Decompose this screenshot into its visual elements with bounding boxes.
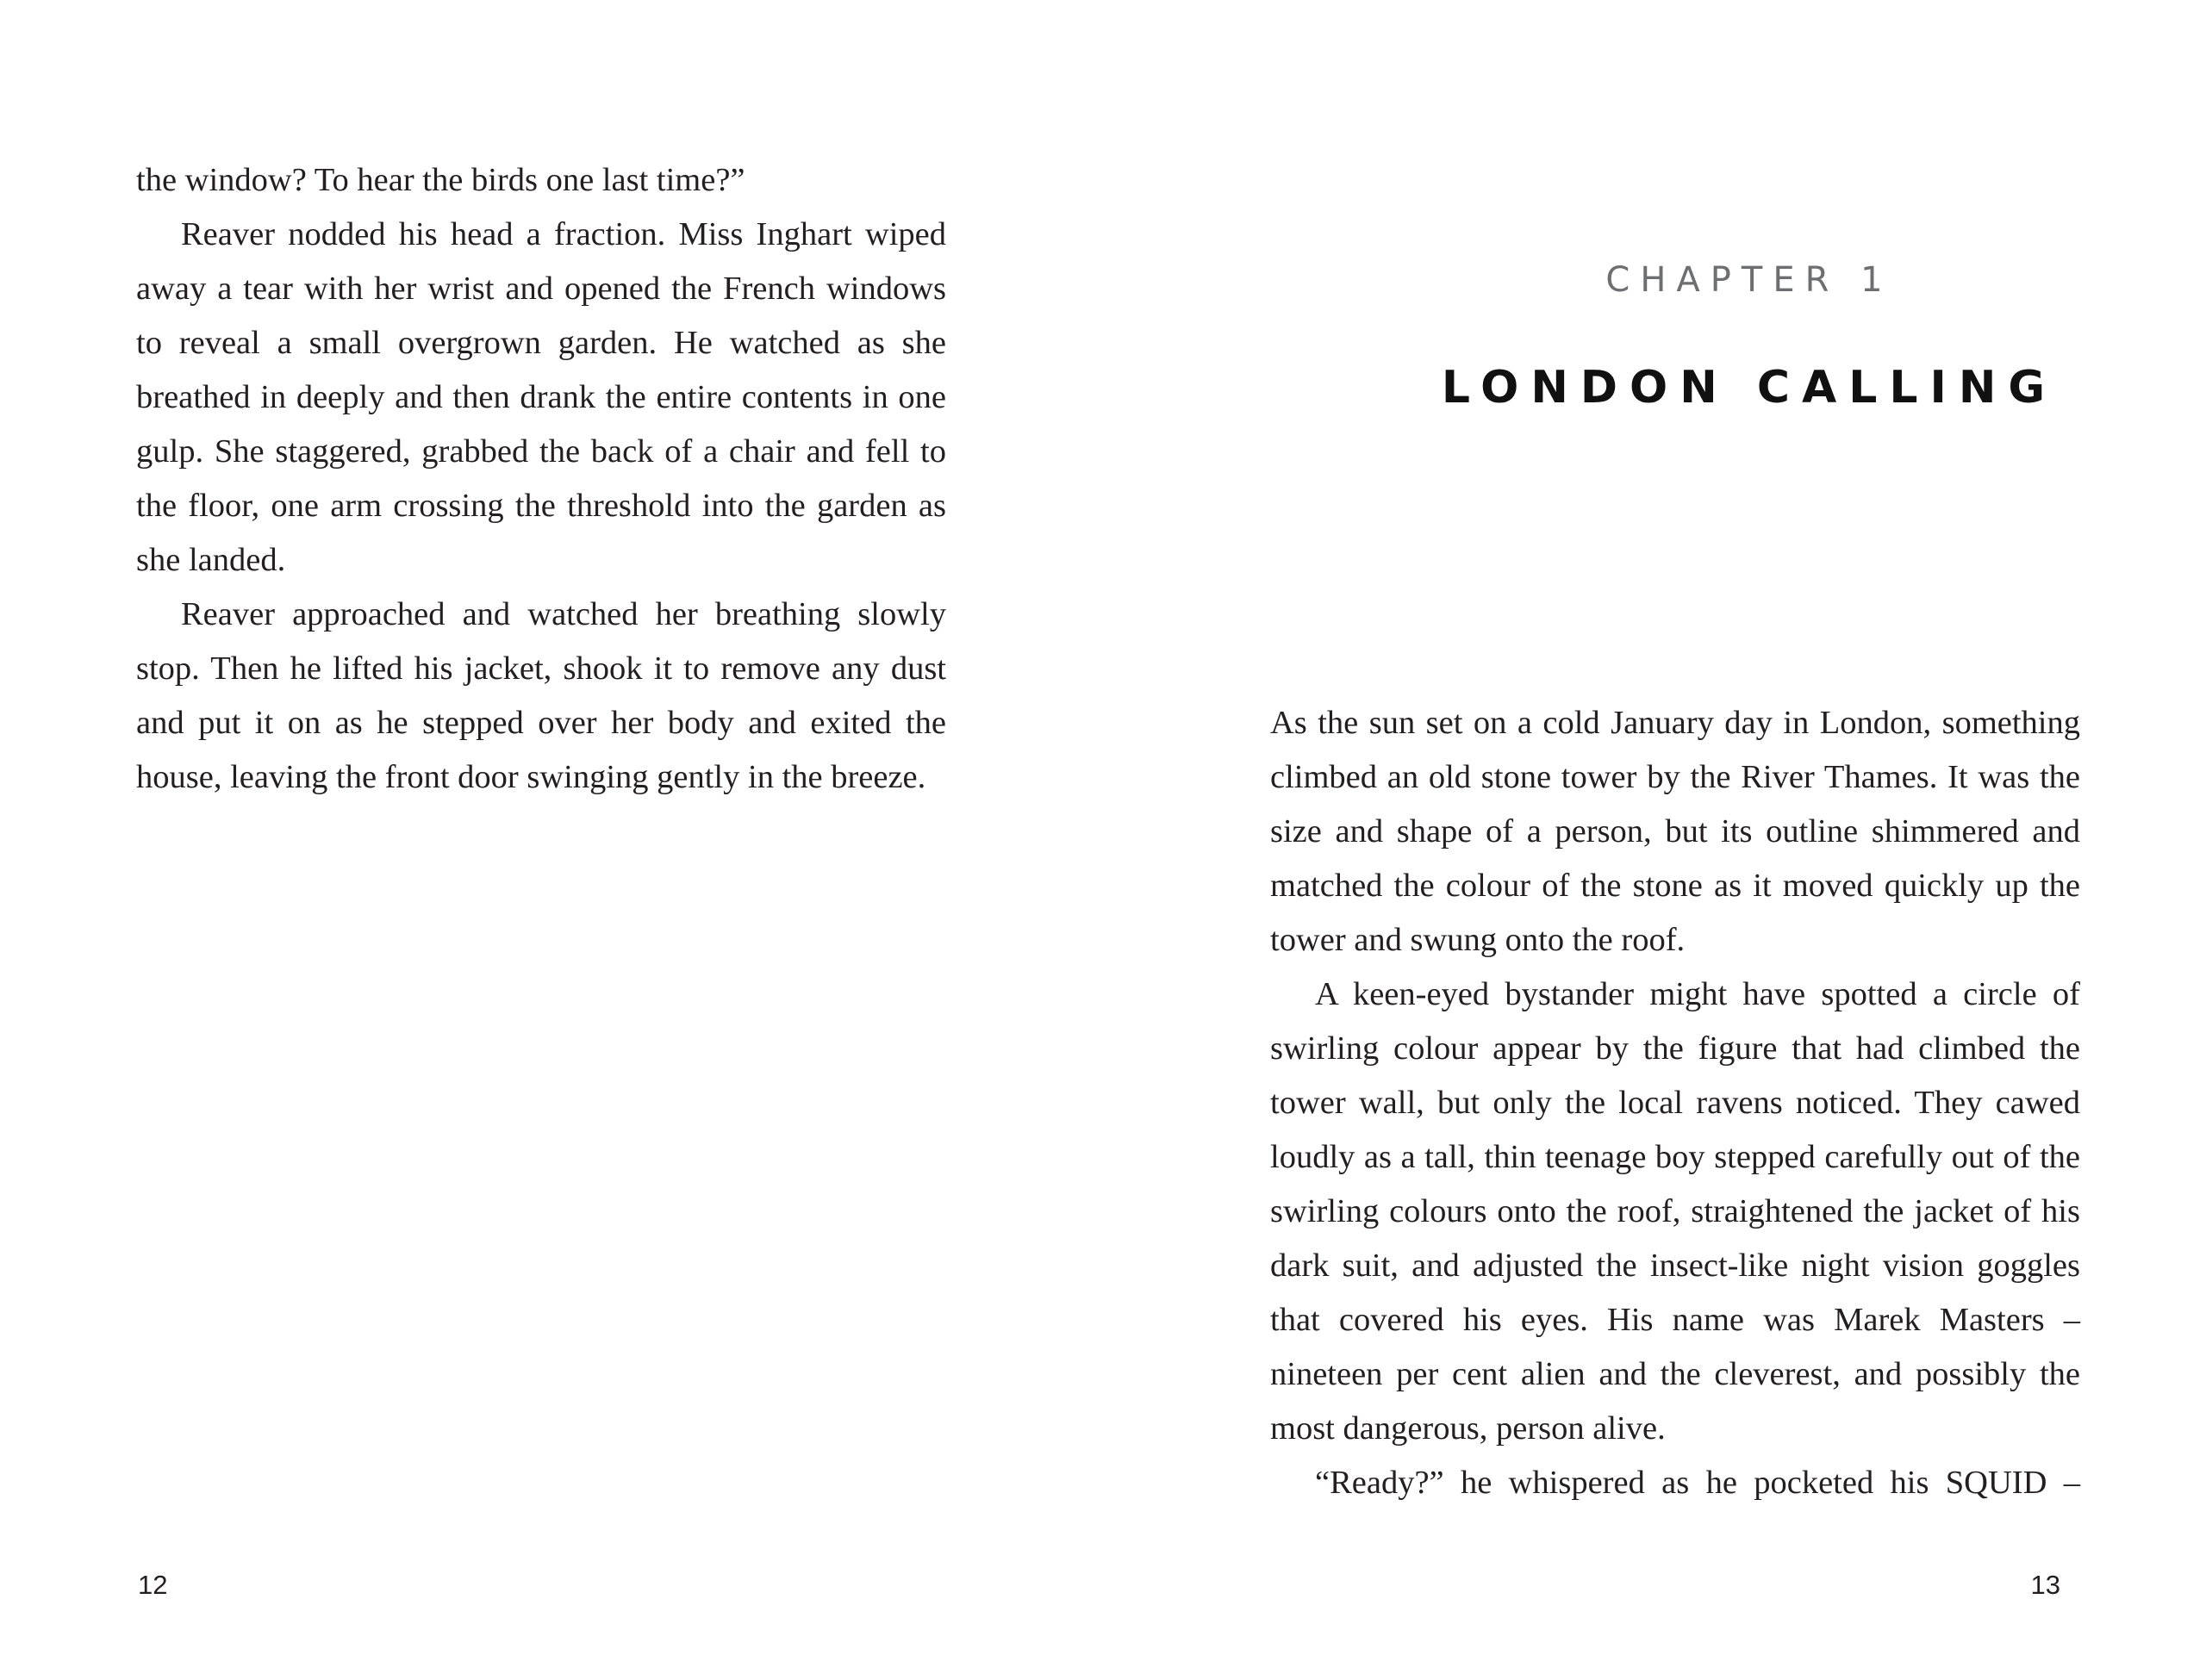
page-number-right: 13 — [2030, 1570, 2060, 1600]
right-page-body — [1270, 696, 2080, 1510]
left-page-body — [136, 153, 946, 805]
paragraph: Reaver approached and watched her breathing slowly stop. Then he lifted his jacket, shook it to remove any dust and put it on as he stepped over her body and exited the house, leaving the front door swinging gently in the breeze. — [136, 596, 946, 795]
page-number-left: 12 — [138, 1570, 168, 1600]
paragraph: Reaver nodded his head a fraction. Miss Inghart wiped away a tear with her wrist and opened the French windows to reveal a small overgrown garden. He watched as she breathed in deeply and then drank the entire contents in one gulp. She staggered, grabbed the back of a chair and fell to the floor, one arm crossing the threshold into the garden as she landed. — [136, 216, 946, 578]
chapter-title: LONDON CALLING — [1441, 362, 2058, 414]
paragraph: the window? To hear the birds one last time?” — [136, 162, 745, 198]
paragraph: “Ready?” he whispered as he pocketed his SQUID – — [1315, 1465, 2080, 1501]
chapter-number: CHAPTER 1 — [1605, 260, 1893, 300]
paragraph: A keen-eyed bystander might have spotted a circle of swirling colour appear by the figure that had climbed the tower wall, but only the local ravens noticed. They cawed loudly as a tall, thin teenage boy stepped carefully out of the swirling colours onto the roof, straightened the jacket of his dark suit, and adjusted the insect-like night vision goggles that covered his eyes. His name was Marek Masters – nineteen per cent alien and the cleverest, and possibly the most dangerous, person alive. — [1270, 976, 2080, 1447]
paragraph: As the sun set on a cold January day in London, something climbed an old stone tower by the River Thames. It was the size and shape of a person, but its outline shimmered and matched the colour of the stone as it moved quickly up the tower and swung onto the roof. — [1270, 705, 2080, 958]
right-page — [1103, 0, 2206, 1680]
